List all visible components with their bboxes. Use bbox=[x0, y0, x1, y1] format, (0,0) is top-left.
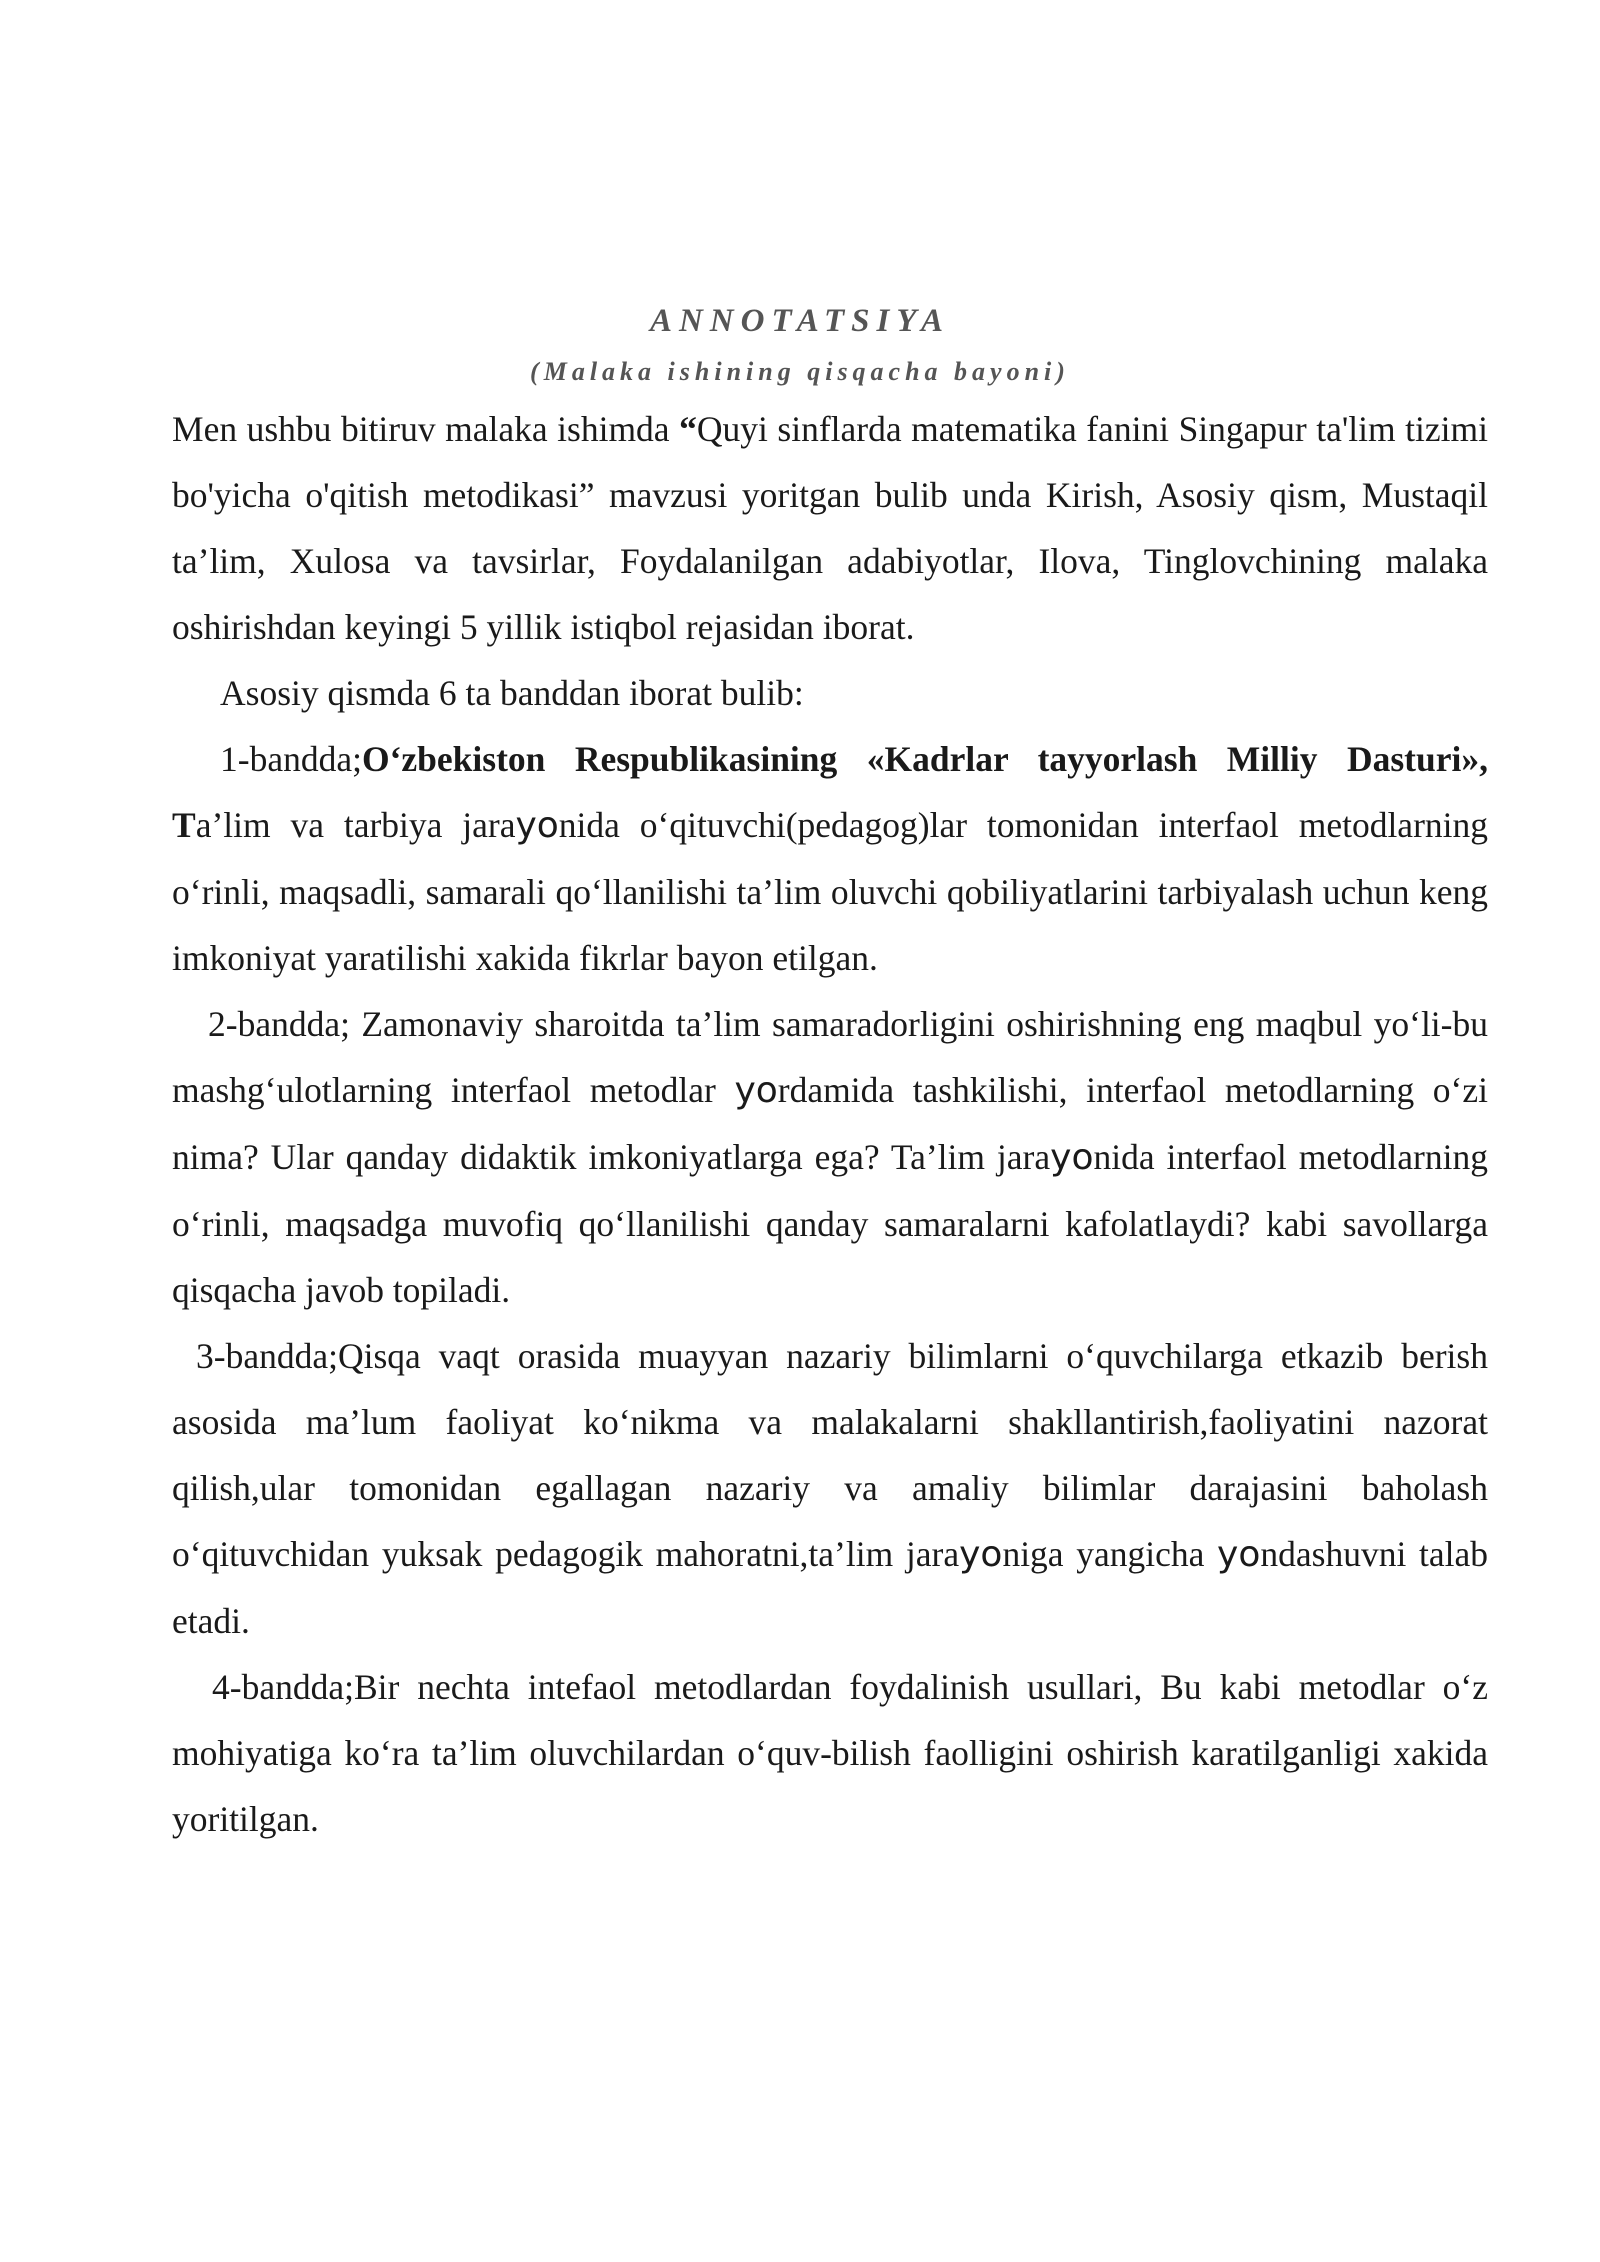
band3-text-c: ndashuvni talab etadi. bbox=[172, 1534, 1488, 1641]
band4-paragraph: 4-bandda;Bir nechta intefaol metodlardan foydalinish usullari, Bu kabi metodlar o‘z mohiyatiga ko‘ra ta’lim oluvchilardan o‘quv-bilish faolligini oshirish karatilganligi xakida yoritilgan. bbox=[172, 1667, 1488, 1839]
band1-text-b: nida o‘qituvchi(pedagog)lar tomonidan interfaol metodlarning o‘rinli, maqsadli, samarali qo‘llanilishi ta’lim oluvchi qobiliyatlarini tarbiyalash uchun keng imkoniyat yaratilishi xakida fikrlar bayon etilgan. bbox=[172, 805, 1488, 978]
band3-yo-1: yo bbox=[959, 1534, 1003, 1575]
band1-text-a: a’lim va tarbiya jara bbox=[195, 805, 516, 845]
band2-yo-2: yo bbox=[1050, 1137, 1094, 1178]
band1-bold-text: O‘zbekiston Respublikasining «Kadrlar tayyorlash Milliy Dasturi», T bbox=[172, 739, 1488, 845]
band1-yo: yo bbox=[515, 805, 559, 846]
intro-text-start: Men ushbu bitiruv malaka ishimda bbox=[172, 409, 680, 449]
intro-text-rest: Quyi sinflarda matematika fanini Singapur ta'lim tizimi bo'yicha o'qitish metodikasi” mavzusi yoritgan bulib unda Kirish, Asosiy qism, Mustaqil ta’lim, Xulosa va tavsirlar, Foydalanilgan adabiyotlar, Ilova, Tinglovchining malaka oshirishdan keyingi 5 yillik istiqbol rejasidan iborat. bbox=[172, 409, 1488, 647]
band2-paragraph bbox=[172, 991, 1488, 1323]
band2-text-b: rdamida tashkilishi, interfaol metodlarning o‘zi nima? Ular qanday didaktik imkoniyatlarga ega? Ta’lim jara bbox=[172, 1070, 1488, 1177]
band2-yo-1: yo bbox=[734, 1070, 778, 1111]
band2-text-c: nida interfaol metodlarning o‘rinli, maqsadga muvofiq qo‘llanilishi qanday samaralarni kafolatlaydi? kabi savollarga qisqacha javob topiladi. bbox=[172, 1137, 1488, 1310]
band2-text-a: 2-bandda; Zamonaviy sharoitda ta’lim samaradorligini oshirishning eng maqbul yo‘li-bu mashg‘ulotlarning interfaol metodlar bbox=[172, 1004, 1488, 1110]
intro-paragraph bbox=[172, 396, 1488, 660]
band1-label: 1-bandda; bbox=[220, 739, 362, 779]
asosiy-paragraph: Asosiy qismda 6 ta banddan iborat bulib: bbox=[220, 673, 804, 713]
band3-text-b: niga yangicha bbox=[1002, 1534, 1218, 1574]
document-body bbox=[172, 396, 1488, 1852]
band1-paragraph bbox=[172, 726, 1488, 991]
band3-text-a: 3-bandda;Qisqa vaqt orasida muayyan nazariy bilimlarni o‘quvchilarga etkazib berish asosida ma’lum faoliyat ko‘nikma va malakalarni shakllantirish,faoliyatini nazorat qilish,ular tomonidan egallagan nazariy va amaliy bilimlar darajasini baholash o‘qituvchidan yuksak pedagogik mahoratni,ta’lim jara bbox=[172, 1336, 1488, 1574]
band3-paragraph bbox=[172, 1323, 1488, 1654]
document-title: ANNOTATSIYA bbox=[649, 303, 951, 339]
document-subtitle: (Malaka ishining qisqacha bayoni) bbox=[530, 357, 1070, 386]
band3-yo-2: yo bbox=[1217, 1534, 1261, 1575]
intro-quote-mark: “ bbox=[679, 409, 697, 449]
